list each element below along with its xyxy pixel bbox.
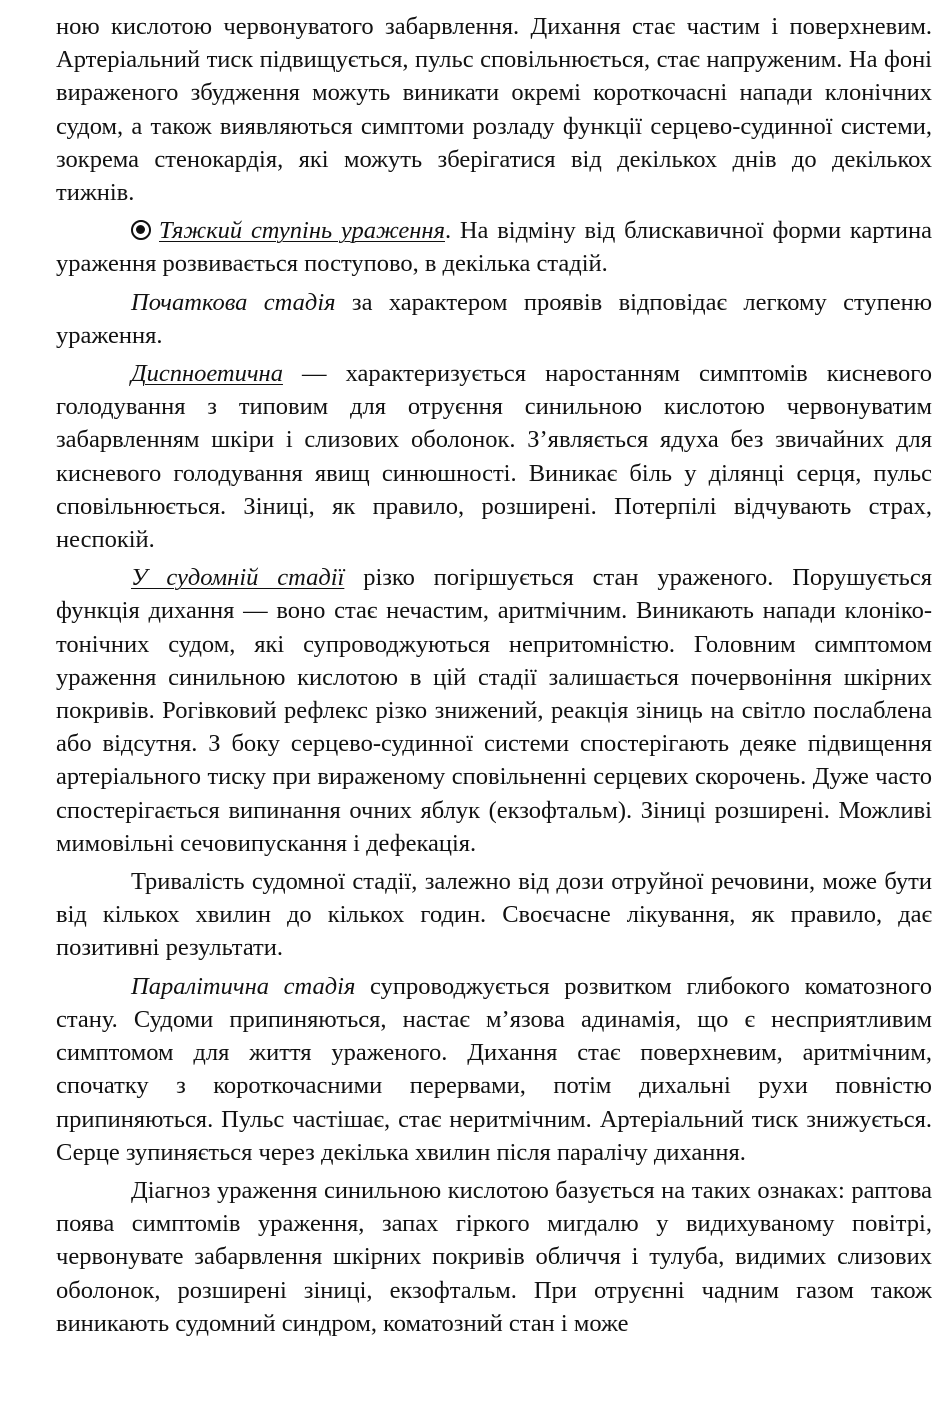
paragraph-text: Діагноз ураження синильною кислотою базується на таких ознаках: раптова поява симптомів ураження, запах гіркого мигдалю у видихуваному повітрі, червонувате забарвлення шкірних покривів обличчя і тулуба, видимих слизових оболонок, розширені зіниці, екзофтальм. При отруєнні чадним газом також виникають судомний синдром, коматозний стан і може xyxy=(56,1176,932,1337)
paragraph-text: Тривалість судомної стадії, залежно від дози отруйної речовини, може бути від кількох хвилин до кількох годин. Своєчасне лікування, як правило, дає позитивні результати. xyxy=(56,868,932,962)
section-term: Тяжкий ступінь ураження xyxy=(159,217,445,245)
paragraph-diagnosis xyxy=(56,1174,932,1340)
paragraph-text: ною кислотою червонуватого забарвлення. Дихання стає частим і поверхневим. Артеріальний тиск підвищується, пульс сповільнюється, стає напруженим. На фоні вираженого збудження можуть виникати окремі короткочасні напади клонічних судом, а також виявляються симптоми розладу функції серцево-судинної системи, зокрема стенокардія, які можуть зберігатися від декількох днів до декількох тижнів. xyxy=(56,13,932,207)
section-term: Початкова стадія xyxy=(131,288,336,316)
paragraph-text: . На відміну від блискавичної форми картина ураження розвивається поступово, в декілька стадій. xyxy=(56,217,932,278)
paragraph-duration xyxy=(56,865,932,965)
paragraph-paralytic-stage xyxy=(56,970,932,1169)
paragraph-text: різко погіршується стан ураженого. Порушується функція дихання — воно стає нечастим, аритмічним. Виникають напади клоніко-тонічних судом, які супроводжуються непритомністю. Головним симптомом ураження синильною кислотою в цій стадії залишається почервоніння шкірних покривів. Рогівковий рефлекс різко знижений, реакція зіниць на світло послаблена або відсутня. З боку серцево-судинної системи спостерігають деяке підвищення артеріального тиску при вираженому сповільненні серцевих скорочень. Дуже часто спостерігається випинання очних яблук (екзофтальм). Зіниці розширені. Можливі мимовільні сечовипускання і дефекація. xyxy=(56,564,932,857)
bullet-marker-icon xyxy=(131,220,151,240)
paragraph-convulsive-stage xyxy=(56,561,932,860)
paragraph-text: — характеризується наростанням симптомів кисневого голодування з типовим для отруєння синильною кислотою червонуватим забарвленням шкіри і слизових оболонок. З’являється ядуха без звичайних для кисневого голодування явищ синюшності. Виникає біль у ділянці серця, пульс сповільнюється. Зіниці, як правило, розширені. Потерпілі відчувають страх, неспокій. xyxy=(56,360,932,554)
section-term: Паралітична стадія xyxy=(131,972,356,1000)
paragraph-dyspnoetic-stage xyxy=(56,357,932,556)
document-page xyxy=(56,10,932,1345)
paragraph-text: супроводжується розвитком глибокого коматозного стану. Судоми припиняються, настає м’язова адинамія, що є несприятливим симптомом для життя ураженого. Дихання стає поверхневим, аритмічним, спочатку з короткочасними перервами, потім дихальні рухи повністю припиняються. Пульс частішає, стає неритмічним. Артеріальний тиск знижується. Серце зупиняється через декілька хвилин після паралічу дихання. xyxy=(56,972,932,1166)
paragraph-text: за характером проявів відповідає легкому ступеню ураження. xyxy=(56,288,933,349)
paragraph-initial-stage xyxy=(56,286,932,352)
paragraph-continuation xyxy=(56,10,932,209)
paragraph-severe-degree xyxy=(56,214,932,280)
section-term: Диспноетична xyxy=(131,360,283,388)
section-term: У судомній стадії xyxy=(131,564,345,592)
